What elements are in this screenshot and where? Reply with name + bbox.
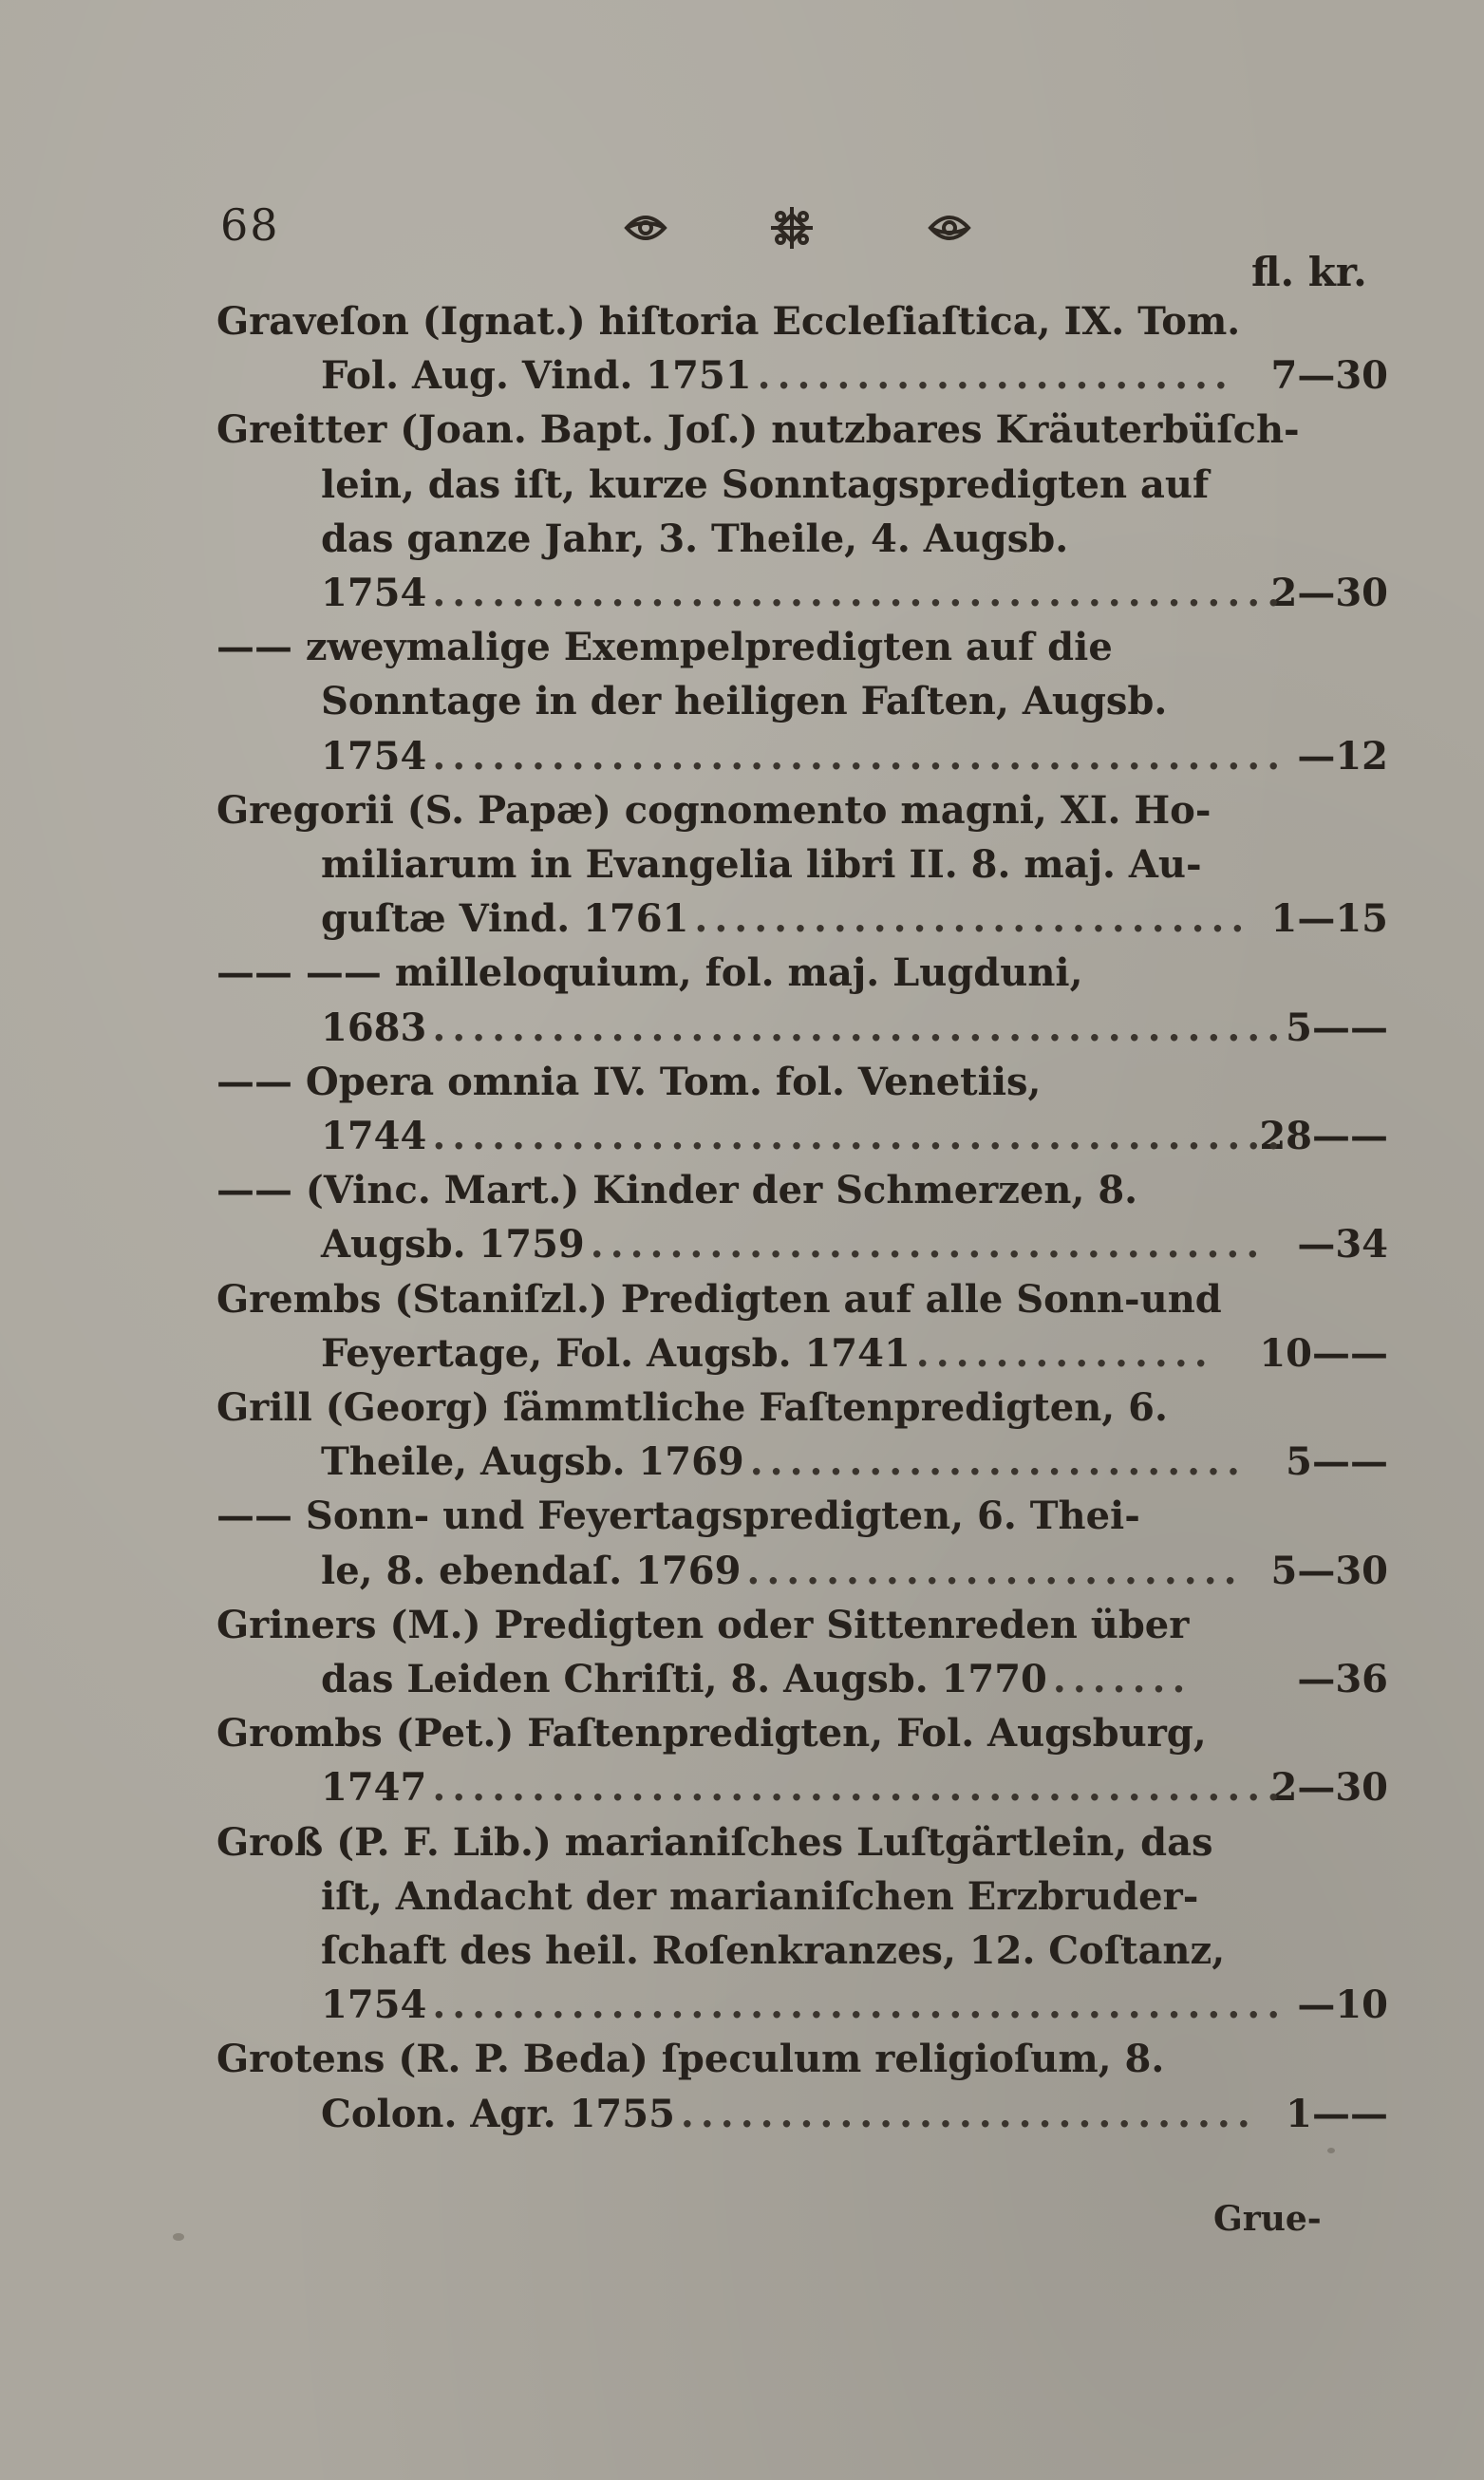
entry-text: 1754 bbox=[321, 733, 427, 779]
entry-text: 1744 bbox=[321, 1114, 427, 1158]
catalog-line bbox=[216, 1272, 1222, 1327]
entry-price: 5—— bbox=[1286, 1005, 1388, 1050]
entry-price: —34 bbox=[1297, 1222, 1388, 1268]
catalog-line bbox=[216, 1381, 1198, 1436]
catalog-line bbox=[321, 458, 1210, 513]
ink-spot bbox=[173, 2233, 184, 2241]
entry-text: Augsb. 1759 bbox=[321, 1222, 585, 1268]
entry-price: 28—— bbox=[1259, 1114, 1388, 1158]
dot-leader: ........................................... bbox=[432, 1114, 1287, 1158]
entry-price: 1—15 bbox=[1270, 896, 1388, 942]
catalog-line bbox=[321, 1544, 1244, 1599]
dot-leader: .................................. bbox=[590, 1222, 1267, 1268]
entry-text: Gregorii (S. Papæ) cognomento magni, XI. Ho- bbox=[216, 787, 1212, 833]
entry-text: le, 8. ebendaſ. 1769 bbox=[321, 1548, 742, 1593]
catalog-line bbox=[321, 892, 1251, 947]
catalog-line bbox=[216, 1163, 1198, 1218]
entry-text: Grotens (R. P. Beda) ſpeculum religioſum, 8. bbox=[216, 2037, 1165, 2082]
entry-text: —— Opera omnia IV. Tom. fol. Venetiis, bbox=[216, 1059, 1042, 1104]
entry-text: Graveſon (Ignat.) hiſtoria Eccleſiaſtica, IX. Tom. bbox=[216, 299, 1241, 344]
catalog-line bbox=[321, 566, 1287, 621]
catalog-line bbox=[321, 674, 1198, 729]
catalog-line bbox=[321, 1435, 1247, 1490]
entry-text: das ganze Jahr, 3. Theile, 4. Augsb. bbox=[321, 516, 1069, 561]
catalog-line bbox=[216, 1489, 1198, 1544]
catalog-line bbox=[216, 783, 1212, 838]
entry-price: —12 bbox=[1297, 733, 1388, 779]
entry-text: Theile, Augsb. 1769 bbox=[321, 1439, 744, 1485]
dot-leader: ....... bbox=[1052, 1657, 1193, 1701]
page-number: 68 bbox=[220, 199, 280, 251]
entry-price: 5—— bbox=[1286, 1439, 1388, 1485]
catalog-line bbox=[321, 2087, 1257, 2142]
entry-text: Greitter (Joan. Bapt. Joſ.) nutzbares Kräuterbüſch- bbox=[216, 407, 1300, 453]
ornament-divider-icon bbox=[608, 190, 1025, 266]
catalog-line bbox=[321, 1869, 1198, 1925]
ink-spot bbox=[1327, 2148, 1335, 2153]
entry-price: —36 bbox=[1297, 1657, 1388, 1701]
entry-text: das Leiden Chriſti, 8. Augsb. 1770 bbox=[321, 1657, 1047, 1701]
dot-leader: ........................................... bbox=[432, 1982, 1287, 2028]
currency-column-header: fl. kr. bbox=[1251, 249, 1367, 295]
entry-price: 2—30 bbox=[1270, 571, 1388, 615]
entry-price: 10—— bbox=[1259, 1330, 1388, 1376]
catalog-line bbox=[321, 348, 1234, 404]
dot-leader: ........................................... bbox=[432, 1005, 1287, 1050]
catalog-line bbox=[216, 294, 1241, 349]
catalog-line bbox=[216, 1706, 1207, 1761]
entry-text: Colon. Agr. 1755 bbox=[321, 2091, 675, 2136]
dot-leader: ........................................... bbox=[432, 1765, 1287, 1811]
entry-text: Sonntage in der heiligen Faſten, Augsb. bbox=[321, 679, 1168, 724]
entry-text: 1747 bbox=[321, 1765, 427, 1811]
entry-text: —— zweymalige Exempelpredigten auf die bbox=[216, 625, 1113, 670]
dot-leader: ........................................... bbox=[432, 571, 1287, 615]
entry-text: guſtæ Vind. 1761 bbox=[321, 896, 689, 942]
catalog-line bbox=[321, 512, 1198, 567]
catalog-line bbox=[321, 729, 1287, 784]
catalog-line bbox=[321, 1217, 1267, 1272]
catalog-line bbox=[321, 1924, 1226, 1979]
entry-text: lein, das iſt, kurze Sonntagspredigten auf bbox=[321, 461, 1210, 507]
dot-leader: ............................ bbox=[694, 896, 1251, 942]
dot-leader: ............... bbox=[915, 1330, 1214, 1376]
entry-text: Fol. Aug. Vind. 1751 bbox=[321, 353, 752, 399]
catalog-line bbox=[216, 946, 1198, 1001]
dot-leader: ........................................... bbox=[432, 733, 1287, 779]
catalog-line bbox=[216, 2032, 1198, 2087]
catalog-line bbox=[216, 620, 1198, 675]
dot-leader: ......................... bbox=[749, 1439, 1247, 1485]
entry-text: 1754 bbox=[321, 571, 427, 615]
catalog-line bbox=[216, 1598, 1198, 1653]
dot-leader: ......................... bbox=[746, 1548, 1244, 1593]
catalog-line bbox=[216, 403, 1300, 458]
entry-text: ſchaft des heil. Roſenkranzes, 12. Coſtanz, bbox=[321, 1928, 1226, 1973]
entry-text: Grombs (Pet.) Faſtenpredigten, Fol. Augsburg, bbox=[216, 1711, 1207, 1757]
catalog-line bbox=[216, 1055, 1198, 1110]
catalog-line bbox=[321, 1978, 1287, 2033]
catalog-line bbox=[321, 837, 1202, 892]
entry-price: 2—30 bbox=[1270, 1765, 1388, 1811]
entry-price: 1—— bbox=[1286, 2091, 1388, 2136]
entry-text: Griners (M.) Predigten oder Sittenreden über bbox=[216, 1602, 1190, 1647]
catchword: Grue- bbox=[1213, 2199, 1322, 2239]
entry-price: 7—30 bbox=[1270, 353, 1388, 399]
entry-text: Grembs (Staniſzl.) Predigten auf alle Sonn-und bbox=[216, 1276, 1222, 1322]
entry-text: Feyertage, Fol. Augsb. 1741 bbox=[321, 1330, 911, 1376]
catalog-line bbox=[321, 1109, 1287, 1164]
catalog-line bbox=[321, 1652, 1193, 1707]
entry-text: miliarum in Evangelia libri II. 8. maj. Au- bbox=[321, 842, 1202, 887]
dot-leader: ............................. bbox=[680, 2091, 1257, 2136]
entry-price: 5—30 bbox=[1270, 1548, 1388, 1593]
catalog-line bbox=[216, 1815, 1213, 1870]
entry-text: Groß (P. F. Lib.) marianiſches Luſtgärtlein, das bbox=[216, 1819, 1213, 1865]
catalog-line bbox=[321, 1001, 1287, 1056]
entry-price: —10 bbox=[1297, 1982, 1388, 2028]
entry-text: —— —— milleloquium, fol. maj. Lugduni, bbox=[216, 950, 1083, 996]
entry-text: iſt, Andacht der marianiſchen Erzbruder- bbox=[321, 1873, 1199, 1919]
catalog-line bbox=[321, 1760, 1287, 1815]
entry-text: 1754 bbox=[321, 1982, 427, 2028]
catalog-line bbox=[321, 1326, 1214, 1381]
entry-text: —— (Vinc. Mart.) Kinder der Schmerzen, 8. bbox=[216, 1168, 1138, 1213]
dot-leader: ........................ bbox=[757, 353, 1234, 399]
entry-text: 1683 bbox=[321, 1005, 427, 1050]
entry-text: —— Sonn- und Feyertagspredigten, 6. Thei- bbox=[216, 1494, 1140, 1539]
entry-text: Grill (Georg) ſämmtliche Faſtenpredigten, 6. bbox=[216, 1385, 1168, 1430]
